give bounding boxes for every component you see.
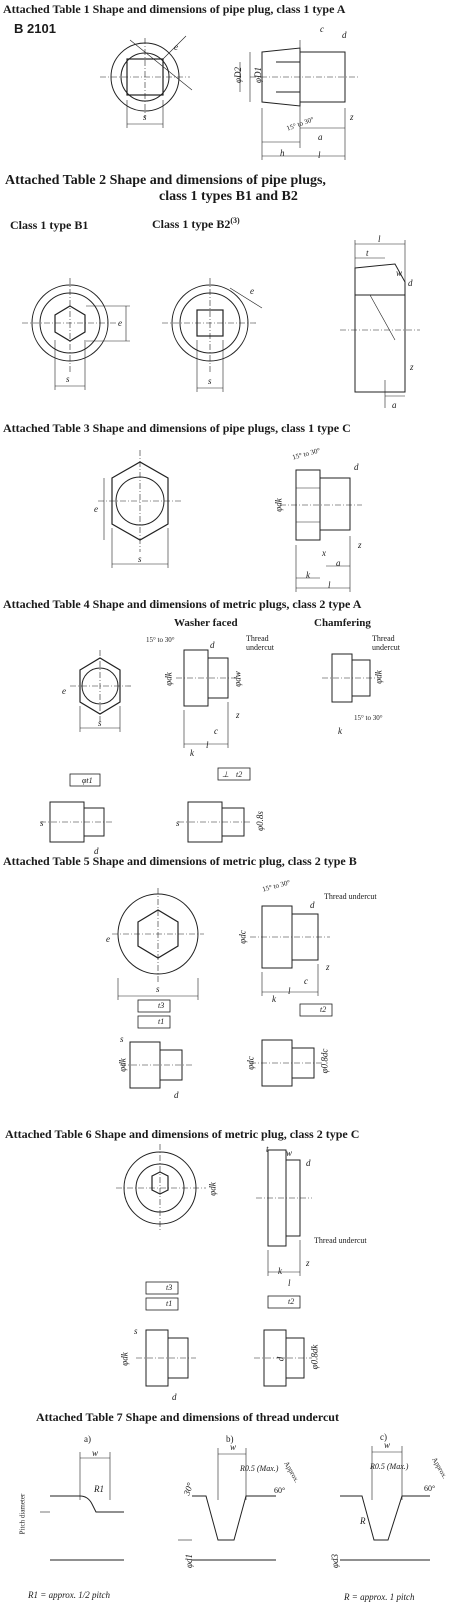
t1-label-D1: φD1 [252,67,263,83]
table6-tolerance-views [136,1282,312,1386]
t5-label-undercut: Thread undercut [324,892,377,901]
table6-title: Attached Table 6 Shape and dimensions of metric plug, class 2 type C [5,1127,360,1141]
t1-label-c: c [320,24,324,34]
t2-label-w: w [396,268,403,278]
t6-label-undercut: Thread undercut [314,1236,367,1245]
t4-label-c: c [214,726,218,736]
t6-label-l: l [288,1278,291,1288]
t4-label-undercut-washer: Thread [246,634,269,643]
t7-label-30: 30° [181,1481,196,1497]
t3-label-dk: φdk [273,498,284,512]
t4-label-e: e [62,686,66,696]
t3-label-e: e [94,504,98,514]
t2-label-s-b2: s [208,376,212,386]
t6-label-dk: φdk [207,1182,218,1196]
t3-label-x: x [322,548,326,558]
t7-label-w-b: w [230,1442,237,1452]
t1-label-D2: φD2 [232,67,243,83]
t7-label-w-c: w [384,1440,391,1450]
t1-label-s: s [143,112,147,122]
t4-label-z: z [236,710,240,720]
t6-label-t: t [266,1144,269,1154]
t7-label-60-b: 60° [274,1486,286,1495]
t7-note-c: R = approx. 1 pitch [344,1592,415,1602]
table5-title: Attached Table 5 Shape and dimensions of metric plug, class 2 type B [3,854,357,868]
t2-label-a: a [392,400,397,410]
t6-label-t1: t1 [166,1299,173,1308]
table1-title: Attached Table 1 Shape and dimensions of pipe plug, class 1 type A [3,2,346,16]
t1-label-angle: 15° to 30° [285,115,316,133]
table6-side-view [256,1150,312,1276]
t5-label-dc08: φ0.8dc [319,1048,330,1074]
t5-label-k: k [272,994,276,1004]
t2-label-l: l [378,234,381,244]
table1-side-view [240,40,360,160]
t2-label-d: d [408,278,413,288]
table2-side-view [340,240,420,408]
table5-side-view [250,906,330,996]
t3-label-k: k [306,570,310,580]
t4-label-angle-washer: 15° to 30° [146,636,175,644]
t7-panel-a-label: a) [84,1434,91,1444]
t3-label-d: d [354,462,359,472]
t7-note-a: R1 = approx. 1/2 pitch [28,1590,110,1600]
t7-panel-b-label: b) [226,1434,234,1444]
t6-label-dk08: φ0.8dk [309,1344,320,1370]
t5-label-d-tol: d [174,1090,179,1100]
t5-label-t2: t2 [320,1005,327,1014]
table2-title-line1: Attached Table 2 Shape and dimensions of pipe plugs, [5,173,326,188]
t1-label-e: e [174,42,178,52]
t7-label-approx-b: Approx. [282,1459,301,1485]
t5-label-angle: 15° to 30° [261,878,292,894]
t4-label-s-tol: s [40,818,44,828]
t4-label-undercut-chamfer-2: undercut [372,643,400,652]
t3-label-l: l [328,580,331,590]
t7-label-60-c: 60° [424,1484,436,1493]
t7-label-d3: φd3 [329,1554,340,1568]
standard-number: B 2101 [14,21,56,36]
table6-front-view [116,1144,206,1232]
t5-label-t1: t1 [158,1017,165,1026]
t5-label-z: z [326,962,330,972]
t5-label-d: d [310,900,315,910]
t4-label-angle-chamfer: 15° to 30° [354,714,383,722]
t6-label-s-tol: s [134,1326,138,1336]
t4-label-dk: φdk [163,672,174,686]
t4-label-s08: φ0.8s [254,811,265,831]
t5-label-s-tol: s [120,1034,124,1044]
t1-label-l: l [318,150,321,160]
table2-b2-front-view [162,278,262,392]
t5-label-dk: φdk [117,1058,128,1072]
t4-label-dk-chamfer: φdk [373,670,384,684]
t4-label-s: s [98,718,102,728]
t4-label-dw: φdw [232,671,243,687]
t4-label-undercut-washer-2: undercut [246,643,274,652]
t4-label-d: d [210,640,215,650]
table2-subtitle-b2: Class 1 type B2$^{(3)}$ [152,216,240,231]
t2-label-e-b2: e [250,286,254,296]
t4-label-d-tol: d [94,846,99,856]
t2-label-t: t [366,248,369,258]
t6-label-t2: t2 [288,1297,295,1306]
t4-label-perp: ⊥ [222,770,229,779]
table3-side-view [280,470,362,592]
t7-label-R-c: R [360,1516,366,1526]
t5-label-dc-tol: φdc [245,1056,256,1070]
t4-label-l: l [206,740,209,750]
t6-label-d-tol: d [172,1392,177,1402]
t5-label-c: c [304,976,308,986]
t1-label-a: a [318,132,323,142]
table2-title-line2: class 1 types B1 and B2 [159,189,298,204]
t6-label-t3: t3 [166,1283,173,1292]
t7-label-w-a: w [92,1448,99,1458]
table2-subtitle-b1: Class 1 type B1 [10,218,89,232]
t1-label-d: d [342,30,347,40]
t2-label-s-b1: s [66,374,70,384]
t3-label-a: a [336,558,341,568]
t4-label-k-chamfer: k [338,726,342,736]
table4-chamfer-side-view [322,654,380,702]
t7-label-R1-a: R1 [94,1484,104,1494]
t6-label-w: w [286,1148,293,1158]
t6-label-dk-tol: φdk [119,1352,130,1366]
t4-label-t1: φt1 [82,776,93,785]
t4-label-s-tol2: s [176,818,180,828]
t7-panel-c-label: c) [380,1432,387,1442]
t6-label-d: d [306,1158,311,1168]
t3-label-z: z [358,540,362,550]
table2-b1-front-view [22,278,130,390]
t4-label-t2: t2 [236,770,243,779]
table4-title: Attached Table 4 Shape and dimensions of metric plugs, class 2 type A [3,597,362,611]
table7-title: Attached Table 7 Shape and dimensions of thread undercut [36,1410,339,1424]
table4-subtitle-washer: Washer faced [174,617,238,629]
table4-tolerance-views [40,768,252,842]
table4-subtitle-chamfer: Chamfering [314,617,371,629]
t5-label-t3: t3 [158,1001,165,1010]
t5-label-s: s [156,984,160,994]
t5-label-l: l [288,986,291,996]
t6-label-d-side: d [275,1356,286,1362]
t7-label-R05-b: R0.5 (Max.) [240,1464,279,1473]
t7-label-d1: φd1 [183,1554,194,1568]
t5-label-e: e [106,934,110,944]
t1-label-z: z [350,112,354,122]
table4-washer-side-view [176,650,238,748]
t2-label-e-b1: e [118,318,122,328]
t3-label-s: s [138,554,142,564]
t7-label-R05-c: R0.5 (Max.) [370,1462,409,1471]
t5-label-dc: φdc [237,930,248,944]
t1-label-h: h [280,148,285,158]
t2-label-z: z [410,362,414,372]
t4-label-k: k [190,748,194,758]
table3-front-view [98,450,182,568]
table7-panel-a [40,1452,124,1560]
table3-title: Attached Table 3 Shape and dimensions of pipe plugs, class 1 type C [3,421,351,435]
t3-label-angle: 15° to 30° [291,446,322,462]
t4-label-undercut-chamfer: Thread [372,634,395,643]
table5-tolerance-views [117,1000,332,1088]
t6-label-z: z [306,1258,310,1268]
t7-label-pitch-diameter: Pitch diameter [18,1493,27,1535]
t7-label-approx-c: Approx. [430,1455,449,1481]
t6-label-k: k [278,1266,282,1276]
